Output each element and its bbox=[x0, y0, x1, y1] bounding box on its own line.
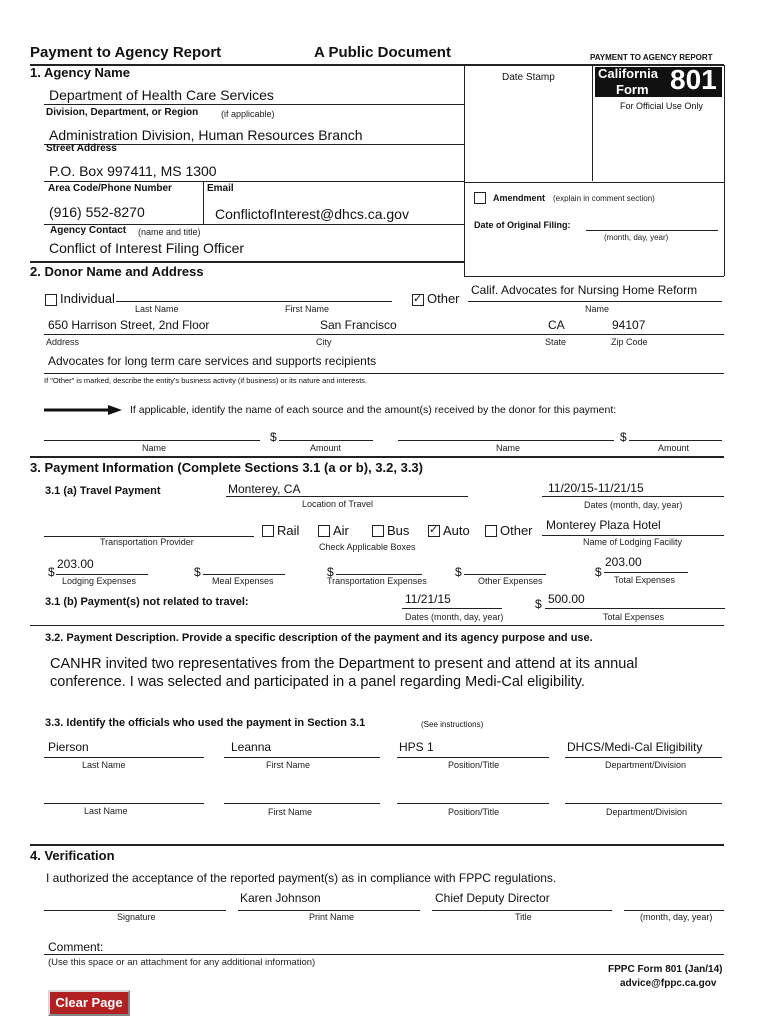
amendment-checkbox[interactable] bbox=[474, 192, 486, 204]
location-label: Location of Travel bbox=[302, 499, 374, 509]
zip-label: Zip Code bbox=[611, 337, 648, 347]
lodging-dollar: $ bbox=[48, 565, 55, 579]
bus-checkbox[interactable] bbox=[372, 525, 384, 537]
check-boxes-label: Check Applicable Boxes bbox=[319, 542, 416, 552]
official1-department[interactable]: DHCS/Medi-Cal Eligibility bbox=[567, 740, 703, 754]
address-label: Address bbox=[46, 337, 80, 347]
clear-page-button[interactable]: Clear Page bbox=[48, 990, 130, 1016]
street-line bbox=[44, 181, 464, 182]
print-name-field[interactable]: Karen Johnson bbox=[240, 891, 321, 905]
section31-bottom-rule bbox=[30, 625, 724, 626]
total-expenses-field[interactable]: 203.00 bbox=[605, 555, 642, 569]
lodging-name-field[interactable]: Monterey Plaza Hotel bbox=[546, 518, 661, 532]
business-note: If "Other" is marked, describe the entity's business activity (if business) or its nature and interests. bbox=[44, 376, 368, 385]
lodging-exp-line bbox=[56, 574, 148, 575]
official2-position-line[interactable] bbox=[397, 803, 549, 804]
official-use-label: For Official Use Only bbox=[620, 101, 703, 111]
original-filing-label: Date of Original Filing: bbox=[474, 220, 571, 230]
official1-dept-label: Department/Division bbox=[605, 760, 687, 770]
official1-first-label: First Name bbox=[266, 760, 311, 770]
section3-bottom-rule bbox=[30, 844, 724, 846]
donor-business-field[interactable]: Advocates for long term care services and supports recipients bbox=[48, 354, 377, 368]
amendment-label: Amendment bbox=[493, 193, 546, 203]
lodging-name-label: Name of Lodging Facility bbox=[583, 537, 683, 547]
source1-amount-line[interactable] bbox=[279, 440, 373, 441]
meal-exp-label: Meal Expenses bbox=[212, 576, 274, 586]
other-transport-label: Other bbox=[500, 523, 533, 538]
bus-label: Bus bbox=[387, 523, 410, 538]
print-name-line bbox=[238, 910, 420, 911]
meal-dollar: $ bbox=[194, 565, 201, 579]
box-bottom-rule bbox=[464, 276, 724, 277]
donor-zip-field[interactable]: 94107 bbox=[612, 318, 646, 332]
other-transport-checkbox[interactable] bbox=[485, 525, 497, 537]
public-document-label: A Public Document bbox=[314, 44, 451, 61]
official1-last-line bbox=[44, 757, 204, 758]
official1-position[interactable]: HPS 1 bbox=[399, 740, 434, 754]
payment-description-line1[interactable]: CANHR invited two representatives from the Department to present and attend at its annual bbox=[50, 656, 638, 672]
payment-description-line2[interactable]: conference. I was selected and participated in a panel regarding Medi-Cal eligibility. bbox=[50, 674, 585, 690]
officials-note: (See instructions) bbox=[421, 720, 484, 729]
comment-line[interactable] bbox=[44, 954, 724, 955]
date-stamp-box-left bbox=[464, 65, 465, 276]
source1-name-line bbox=[44, 440, 260, 441]
official2-first-label: First Name bbox=[268, 807, 313, 817]
state-label: State bbox=[545, 337, 567, 347]
non-travel-amount-line bbox=[545, 608, 725, 609]
source2-dollar: $ bbox=[620, 430, 627, 444]
date-stamp-label: Date Stamp bbox=[502, 72, 555, 83]
title-field[interactable]: Chief Deputy Director bbox=[435, 891, 550, 905]
auto-checkbox[interactable] bbox=[428, 525, 440, 537]
source2-amount-label: Amount bbox=[658, 443, 690, 453]
official1-first-line bbox=[224, 757, 380, 758]
other-exp-label: Other Expenses bbox=[478, 576, 543, 586]
agency-name-field[interactable]: Department of Health Care Services bbox=[49, 87, 274, 103]
individual-checkbox[interactable] bbox=[45, 294, 57, 306]
rail-checkbox[interactable] bbox=[262, 525, 274, 537]
section2-bottom-rule bbox=[30, 456, 724, 458]
california-label: California bbox=[598, 66, 658, 81]
donor-address-line bbox=[44, 334, 724, 335]
official1-first-name[interactable]: Leanna bbox=[231, 740, 272, 754]
source2-name-line bbox=[398, 440, 614, 441]
section1-heading: 1. Agency Name bbox=[30, 65, 130, 80]
non-travel-date-label: Dates (month, day, year) bbox=[405, 612, 504, 622]
other-label: Other bbox=[427, 291, 460, 306]
donor-state-field[interactable]: CA bbox=[548, 318, 565, 332]
contact-label: Agency Contact bbox=[50, 225, 127, 236]
non-travel-date-line bbox=[402, 608, 502, 609]
non-travel-amount-field[interactable]: 500.00 bbox=[548, 592, 585, 606]
form-word: Form bbox=[616, 82, 649, 97]
official1-last-name[interactable]: Pierson bbox=[48, 740, 89, 754]
official2-first-line[interactable] bbox=[224, 803, 380, 804]
city-label: City bbox=[316, 337, 332, 347]
other-checkbox[interactable] bbox=[412, 294, 424, 306]
section1-bottom-rule bbox=[30, 261, 464, 263]
non-travel-dollar: $ bbox=[535, 597, 542, 611]
air-checkbox[interactable] bbox=[318, 525, 330, 537]
division-field[interactable]: Administration Division, Human Resources Branch bbox=[49, 127, 363, 143]
travel-payment-label: 3.1 (a) Travel Payment bbox=[45, 485, 161, 497]
verification-date-label: (month, day, year) bbox=[640, 912, 713, 922]
donor-org-line bbox=[468, 301, 722, 302]
fppc-form-id: FPPC Form 801 (Jan/14) bbox=[608, 964, 723, 975]
individual-name-line bbox=[116, 301, 392, 302]
comment-label: Comment: bbox=[48, 940, 104, 954]
lodging-expenses-field[interactable]: 203.00 bbox=[57, 557, 94, 571]
official2-last-line[interactable] bbox=[44, 803, 204, 804]
official2-last-label: Last Name bbox=[84, 806, 128, 816]
official2-position-label: Position/Title bbox=[448, 807, 500, 817]
signature-label: Signature bbox=[117, 912, 156, 922]
street-field[interactable]: P.O. Box 997411, MS 1300 bbox=[49, 163, 217, 179]
section2-heading: 2. Donor Name and Address bbox=[30, 264, 204, 279]
transport-exp-line[interactable] bbox=[336, 574, 422, 575]
source-note: If applicable, identify the name of each source and the amount(s) received by the donor for this payment: bbox=[130, 404, 617, 416]
other-exp-line[interactable] bbox=[464, 574, 546, 575]
box-right bbox=[724, 65, 725, 276]
travel-location-field[interactable]: Monterey, CA bbox=[228, 482, 301, 496]
signature-line[interactable] bbox=[44, 910, 226, 911]
lodging-exp-label: Lodging Expenses bbox=[62, 576, 137, 586]
form-title: Payment to Agency Report bbox=[30, 44, 222, 61]
division-note: (if applicable) bbox=[221, 109, 275, 119]
section4-heading: 4. Verification bbox=[30, 848, 115, 863]
email-label: Email bbox=[207, 183, 234, 194]
amendment-note: (explain in comment section) bbox=[553, 194, 655, 203]
section3-heading: 3. Payment Information (Complete Sections 3.1 (a or b), 3.2, 3.3) bbox=[30, 460, 423, 475]
street-label: Street Address bbox=[46, 143, 117, 154]
donor-address-field[interactable]: 650 Harrison Street, 2nd Floor bbox=[48, 318, 210, 332]
transport-dollar: $ bbox=[327, 565, 334, 579]
official2-dept-line[interactable] bbox=[565, 803, 722, 804]
comment-note: (Use this space or an attachment for any additional information) bbox=[48, 957, 316, 968]
auto-label: Auto bbox=[443, 523, 470, 538]
payment-description-heading: 3.2. Payment Description. Provide a specific description of the payment and its agency purpose and use. bbox=[45, 632, 593, 644]
official2-dept-label: Department/Division bbox=[606, 807, 688, 817]
donor-city-field[interactable]: San Francisco bbox=[320, 318, 397, 332]
email-field[interactable]: ConflictofInterest@dhcs.ca.gov bbox=[215, 206, 409, 222]
contact-note: (name and title) bbox=[138, 227, 201, 237]
first-name-label: First Name bbox=[285, 304, 330, 314]
total-dollar: $ bbox=[595, 565, 602, 579]
stamp-divider bbox=[592, 65, 593, 181]
total-exp-label: Total Expenses bbox=[614, 575, 676, 585]
individual-label: Individual bbox=[60, 291, 115, 306]
other-exp-dollar: $ bbox=[455, 565, 462, 579]
division-label: Division, Department, or Region bbox=[46, 107, 199, 118]
print-name-label: Print Name bbox=[309, 912, 355, 922]
phone-email-divider bbox=[203, 181, 204, 225]
org-name-label: Name bbox=[585, 304, 610, 314]
contact-field[interactable]: Conflict of Interest Filing Officer bbox=[49, 240, 245, 256]
donor-org-name-field[interactable]: Calif. Advocates for Nursing Home Reform bbox=[471, 283, 698, 297]
agency-name-line bbox=[44, 104, 464, 105]
verification-date-line[interactable] bbox=[624, 910, 724, 911]
source2-amount-line[interactable] bbox=[629, 440, 722, 441]
rail-label: Rail bbox=[277, 523, 300, 538]
title-label: Title bbox=[515, 912, 532, 922]
air-label: Air bbox=[333, 523, 349, 538]
non-travel-total-label: Total Expenses bbox=[603, 612, 665, 622]
source1-amount-label: Amount bbox=[310, 443, 342, 453]
lodging-name-line bbox=[542, 535, 724, 536]
travel-dates-field[interactable]: 11/20/15-11/21/15 bbox=[548, 481, 644, 495]
last-name-label: Last Name bbox=[135, 304, 179, 314]
official1-position-line bbox=[397, 757, 549, 758]
travel-dates-line bbox=[542, 496, 724, 497]
non-travel-date-field[interactable]: 11/21/15 bbox=[405, 592, 451, 606]
business-line bbox=[44, 373, 724, 374]
total-exp-line bbox=[604, 572, 688, 573]
form-number: 801 bbox=[670, 64, 717, 95]
phone-field[interactable]: (916) 552-8270 bbox=[49, 204, 145, 220]
transport-provider-label: Transportation Provider bbox=[100, 537, 194, 547]
location-line bbox=[226, 496, 468, 497]
original-filing-format: (month, day, year) bbox=[604, 233, 669, 242]
source2-name-label: Name bbox=[496, 443, 521, 453]
official1-dept-line bbox=[565, 757, 722, 758]
travel-dates-label: Dates (month, day, year) bbox=[584, 500, 683, 510]
non-travel-label: 3.1 (b) Payment(s) not related to travel: bbox=[45, 596, 249, 608]
arrow-right-icon bbox=[44, 404, 122, 416]
box-mid-rule bbox=[464, 182, 724, 183]
official1-position-label: Position/Title bbox=[448, 760, 500, 770]
source1-name-label: Name bbox=[142, 443, 167, 453]
transport-exp-label: Transportation Expenses bbox=[327, 576, 427, 586]
source1-dollar: $ bbox=[270, 430, 277, 444]
official1-last-label: Last Name bbox=[82, 760, 126, 770]
phone-label: Area Code/Phone Number bbox=[48, 183, 172, 194]
title-line bbox=[432, 910, 612, 911]
fppc-email: advice@fppc.ca.gov bbox=[620, 978, 717, 989]
meal-exp-line[interactable] bbox=[203, 574, 285, 575]
original-filing-line bbox=[586, 230, 718, 231]
officials-heading: 3.3. Identify the officials who used the payment in Section 3.1 bbox=[45, 717, 366, 729]
report-label: PAYMENT TO AGENCY REPORT bbox=[590, 53, 713, 62]
verification-statement: I authorized the acceptance of the reported payment(s) as in compliance with FPPC regulations. bbox=[46, 871, 557, 885]
